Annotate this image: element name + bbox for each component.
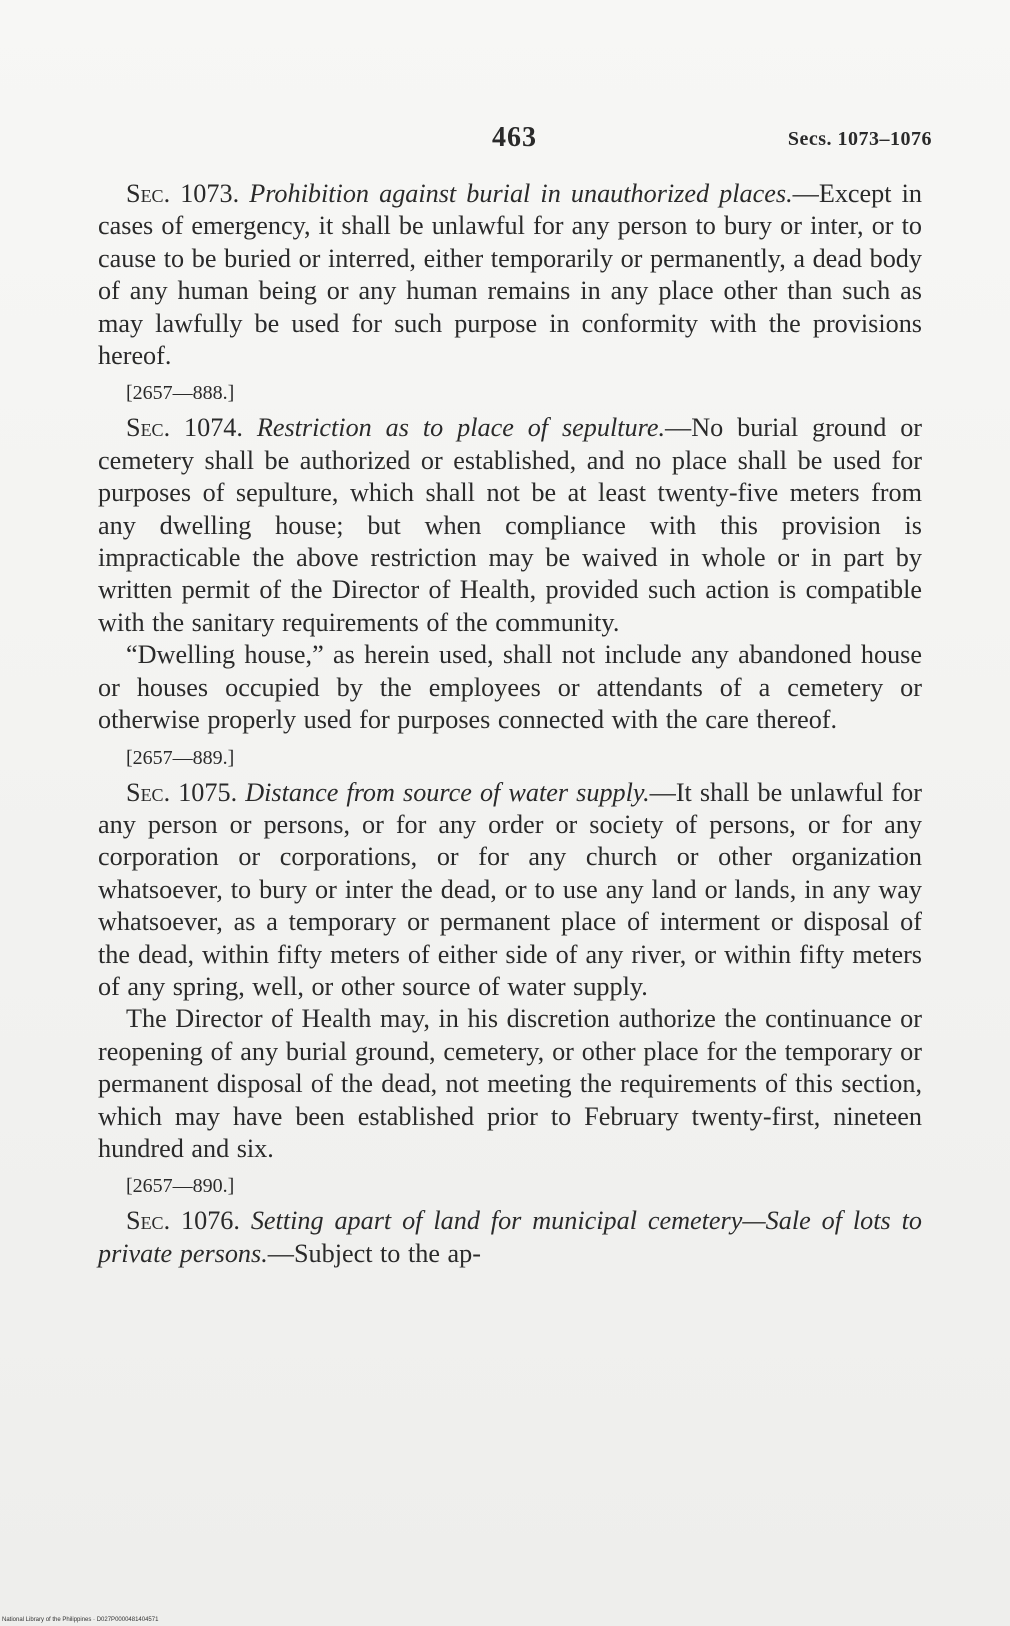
section-title: Restriction as to place of sepulture. (256, 413, 666, 443)
section-1075 (98, 777, 922, 1004)
running-head: Secs. 1073–1076 (787, 128, 932, 150)
section-label: Sec. 1074. (126, 413, 243, 443)
section-label: Sec. 1073. (126, 179, 240, 208)
source-footer: National Library of the Philippines · D027P0000481404571 (2, 1617, 159, 1623)
section-1073 (98, 178, 922, 372)
section-text: —Except in cases of emergency, it shall be unlawful for any person to bury or inter, or to cause to be buried or interred, either temporarily or permanently, a dead body of any human being or any human remains in any place other than such as may lawfully be used for such purpose in conformity with the provisions hereof. (98, 179, 922, 371)
page-header (0, 122, 1010, 162)
section-title: Distance from source of water supply. (245, 777, 650, 807)
section-label: Sec. 1076. (126, 1206, 240, 1236)
section-1076 (98, 1205, 922, 1270)
section-text: —Subject to the ap- (267, 1238, 481, 1268)
page-number: 463 (492, 122, 537, 153)
section-label: Sec. 1075. (126, 777, 238, 807)
source-reference: [2657—889.] (126, 746, 235, 769)
source-reference: [2657—890.] (126, 1175, 235, 1198)
section-text: —It shall be unlawful for any person or persons, or for any order or society of persons, or for any corporation or corporations, or for any church or other organization whatsoever, to bury or inter the dead, or to use any land or lands, in any way whatsoever, as a temporary or permanent place of interment or disposal of the dead, within fifty meters of either side of any river, or within fifty meters of any spring, well, or other source of water supply. (98, 777, 922, 1001)
section-paragraph: “Dwelling house,” as herein used, shall not include any abandoned house or houses occupied by the employees or attendants of a cemetery or otherwise properly used for purposes connected with the care thereof. (98, 640, 922, 735)
section-text: —No burial ground or cemetery shall be authorized or established, and no place shall be used for purposes of sepulture, which shall not be at least twenty-five meters from any dwelling house; but when compliance with this provision is impracticable the above restriction may be waived in whole or in part by written permit of the Director of Health, provided such action is compatible with the sanitary requirements of the community. (98, 413, 923, 637)
source-reference: [2657—888.] (126, 382, 235, 405)
section-1074 (98, 412, 922, 639)
page-body (98, 178, 922, 1270)
section-title: Setting apart of land for municipal cemetery—Sale of lots to private persons. (98, 1206, 922, 1268)
section-paragraph: The Director of Health may, in his discretion authorize the continuance or reopening of any burial ground, cemetery, or other place for the temporary or permanent disposal of the dead, not meeting the requirements of this section, which may have been established prior to February twenty-first, nineteen hundred and six. (98, 1004, 922, 1163)
section-title: Prohibition against burial in unauthorized places. (249, 179, 793, 208)
